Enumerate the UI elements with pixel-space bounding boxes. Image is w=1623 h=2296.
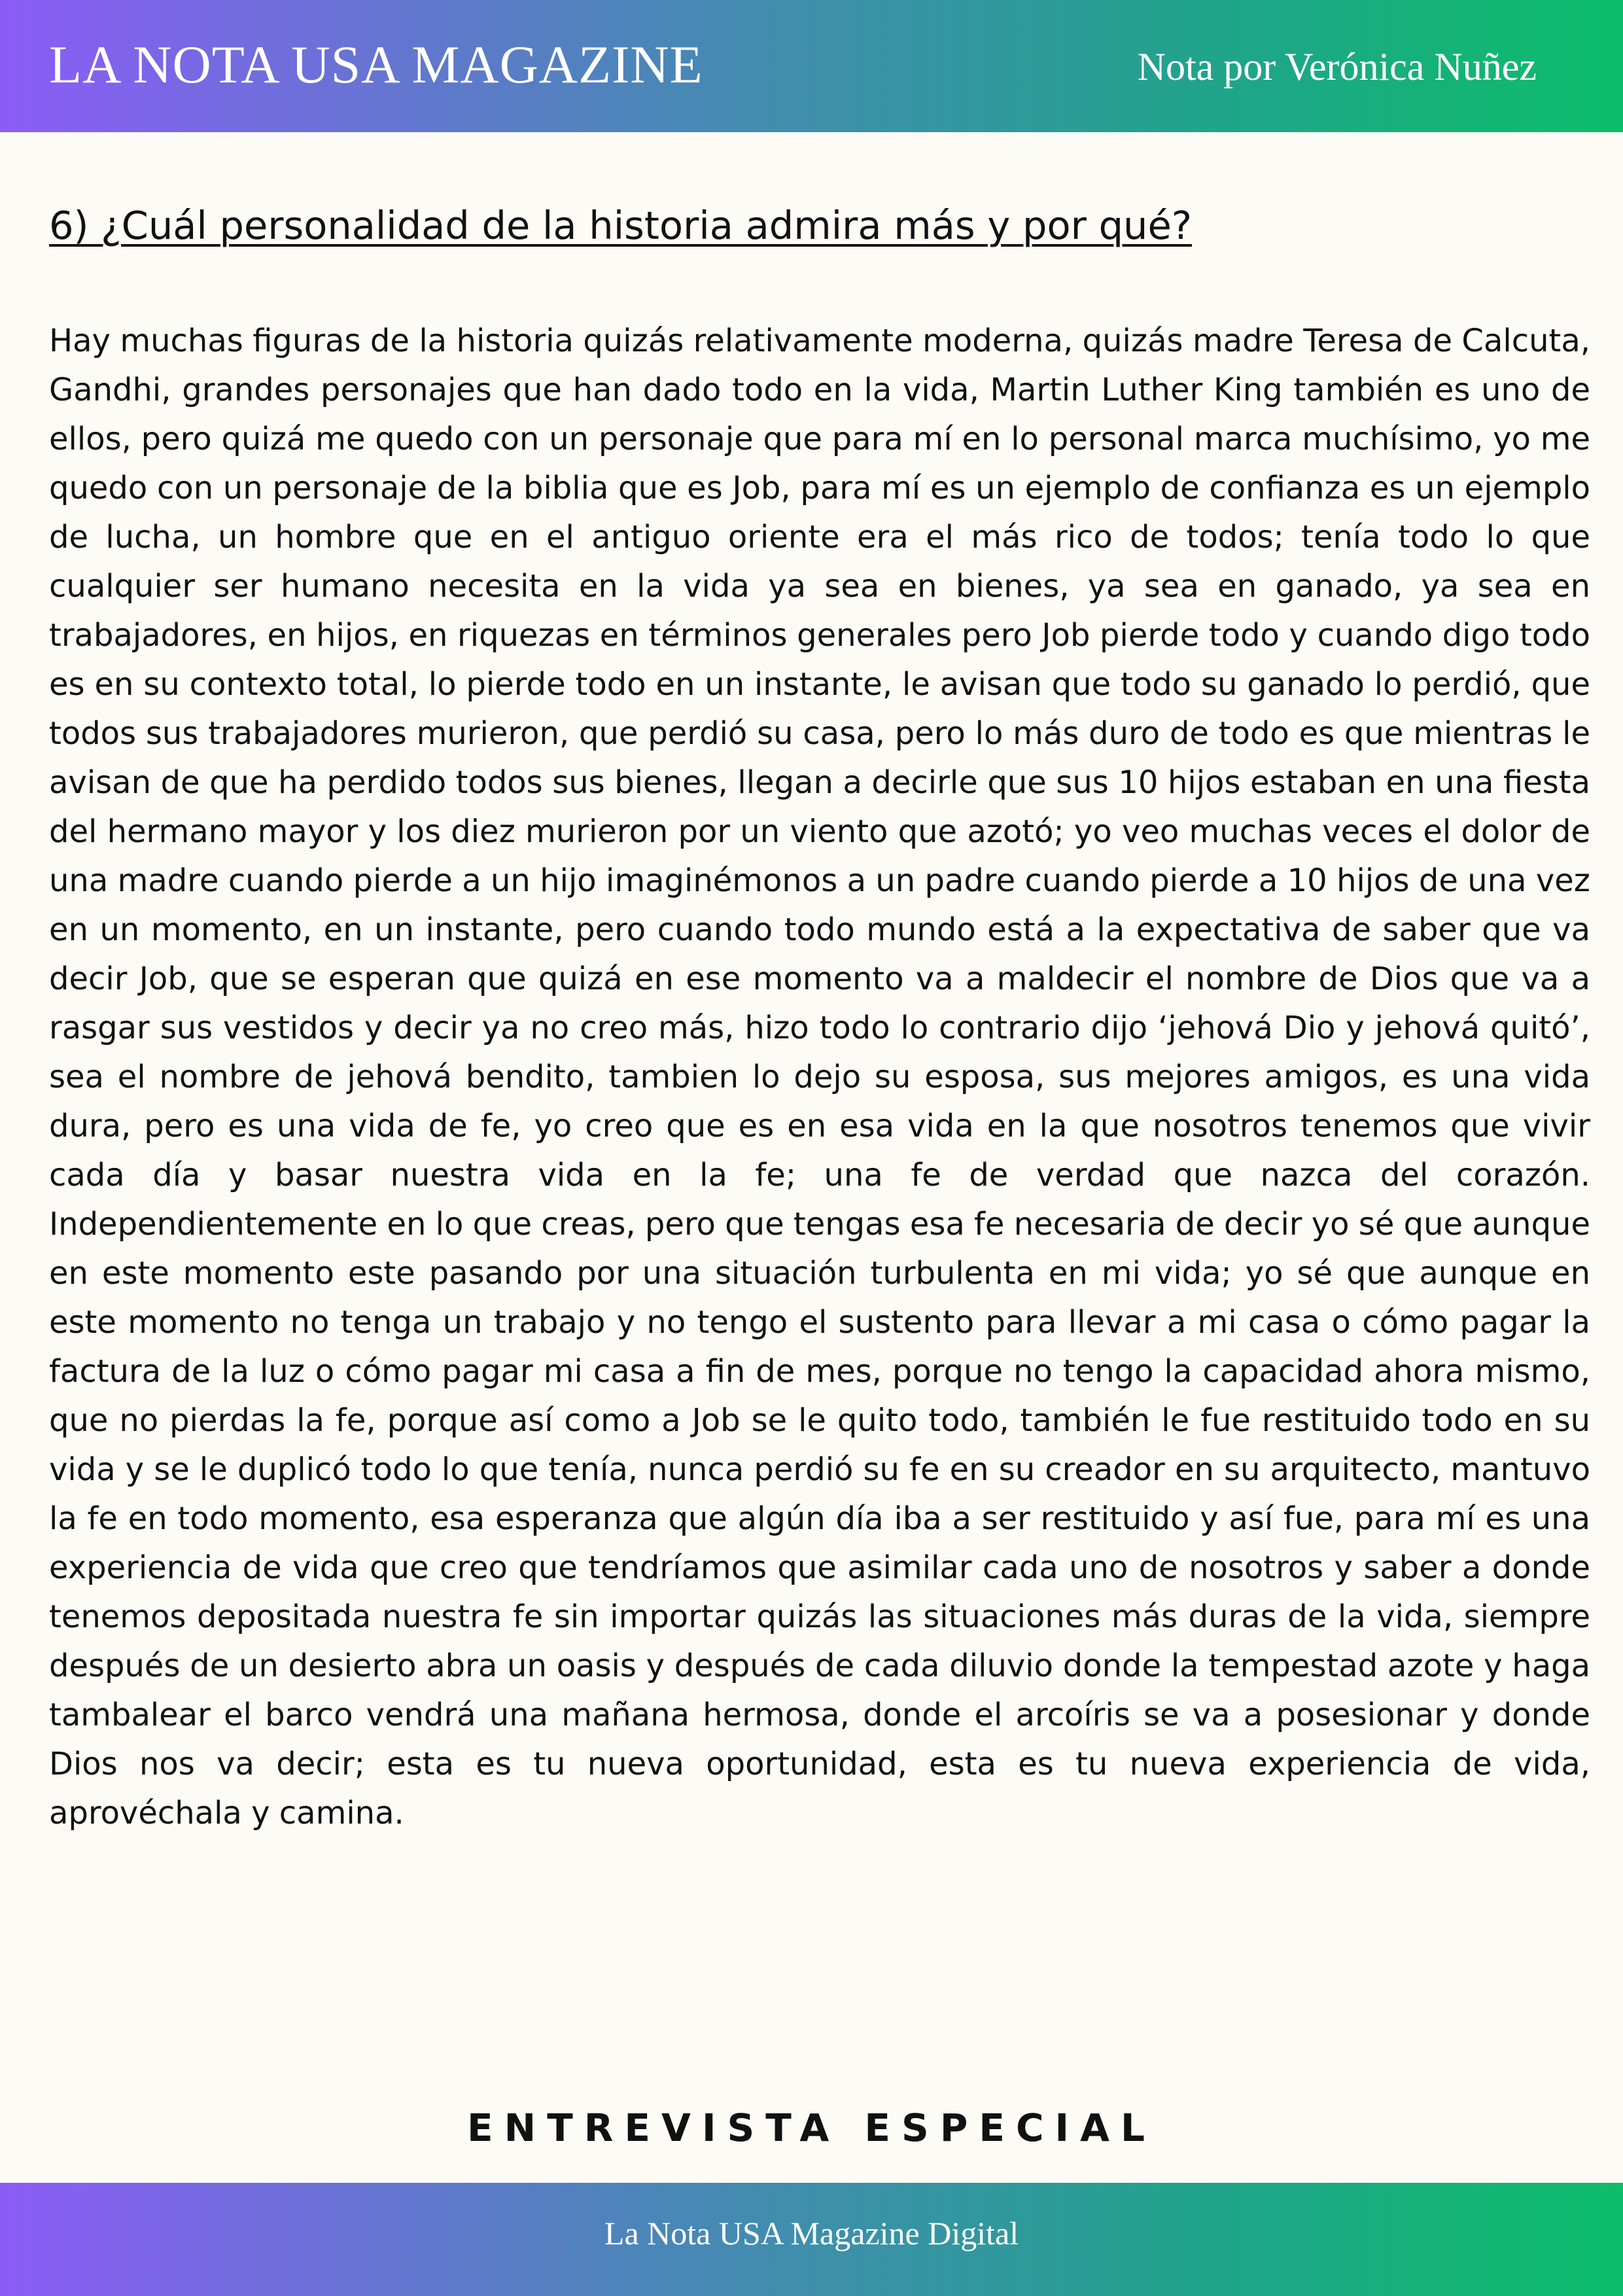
footer-text: La Nota USA Magazine Digital [604, 2215, 1019, 2252]
interview-question: 6) ¿Cuál personalidad de la historia admira más y por qué? [49, 203, 1193, 248]
section-label: ENTREVISTA ESPECIAL [467, 2106, 1156, 2150]
interview-answer: Hay muchas figuras de la historia quizás relativamente moderna, quizás madre Teresa de Calcuta, Gandhi, grandes personajes que han dado todo en la vida, Martin Luther King también es uno de ellos, pero quizá me quedo con un personaje que para mí en lo personal marca muchísimo, yo me quedo con un personaje de la biblia que es Job, para mí es un ejemplo de confianza es un ejemplo de lucha, un hombre que en el antiguo oriente era el más rico de todos; tenía todo lo que cualquier ser humano necesita en la vida ya sea en bienes, ya sea en ganado, ya sea en trabajadores, en hijos, en riquezas en términos generales pero Job pierde todo y cuando digo todo es en su contexto total, lo pierde todo en un instante, le avisan que todo su ganado lo perdió, que todos sus trabajadores murieron, que perdió su casa, pero lo más duro de todo es que mientras le avisan de que ha perdido todos sus bienes, llegan a decirle que sus 10 hijos estaban en una fiesta del hermano mayor y los diez murieron por un viento que azotó; yo veo muchas veces el dolor de una madre cuando pierde a un hijo imaginémonos a un padre cuando pierde a 10 hijos de una vez en un momento, en un instante, pero cuando todo mundo está a la expectativa de saber que va decir Job, que se esperan que quizá en ese momento va a maldecir el nombre de Dios que va a rasgar sus vestidos y decir ya no creo más, hizo todo lo contrario dijo ‘jehová Dio y jehová quitó’, sea el nombre de jehová bendito, tambien lo dejo su esposa, sus mejores amigos, es una vida dura, pero es una vida de fe, yo creo que es en esa vida en la que nosotros tenemos que vivir cada día y basar nuestra vida en la fe; una fe de verdad que nazca del corazón. Independientemente en lo que creas, pero que tengas esa fe necesaria de decir yo sé que aunque en este momento este pasando por una situación turbulenta en mi vida; yo sé que aunque en este momento no tenga un trabajo y no tengo el sustento para llevar a mi casa o cómo pagar la factura de la luz o cómo pagar mi casa a fin de mes, porque no tengo la capacidad ahora mismo, que no pierdas la fe, porque así como a Job se le quito todo, también le fue restituido todo en su vida y se le duplicó todo lo que tenía, nunca perdió su fe en su creador en su arquitecto, mantuvo la fe en todo momento, esa esperanza que algún día iba a ser restituido y así fue, para mí es una experiencia de vida que creo que tendríamos que asimilar cada uno de nosotros y saber a donde tenemos depositada nuestra fe sin importar quizás las situaciones más duras de la vida, siempre después de un desierto abra un oasis y después de cada diluvio donde la tempestad azote y haga tambalear el barco vendrá una mañana hermosa, donde el arcoíris se va a posesionar y donde Dios nos va decir; esta es tu nueva oportunidad, esta es tu nueva experiencia de vida, aprovéchala y camina. [49, 323, 1590, 1831]
magazine-title: LA NOTA USA MAGAZINE [49, 35, 703, 94]
author-line: Nota por Verónica Nuñez [1137, 45, 1537, 88]
